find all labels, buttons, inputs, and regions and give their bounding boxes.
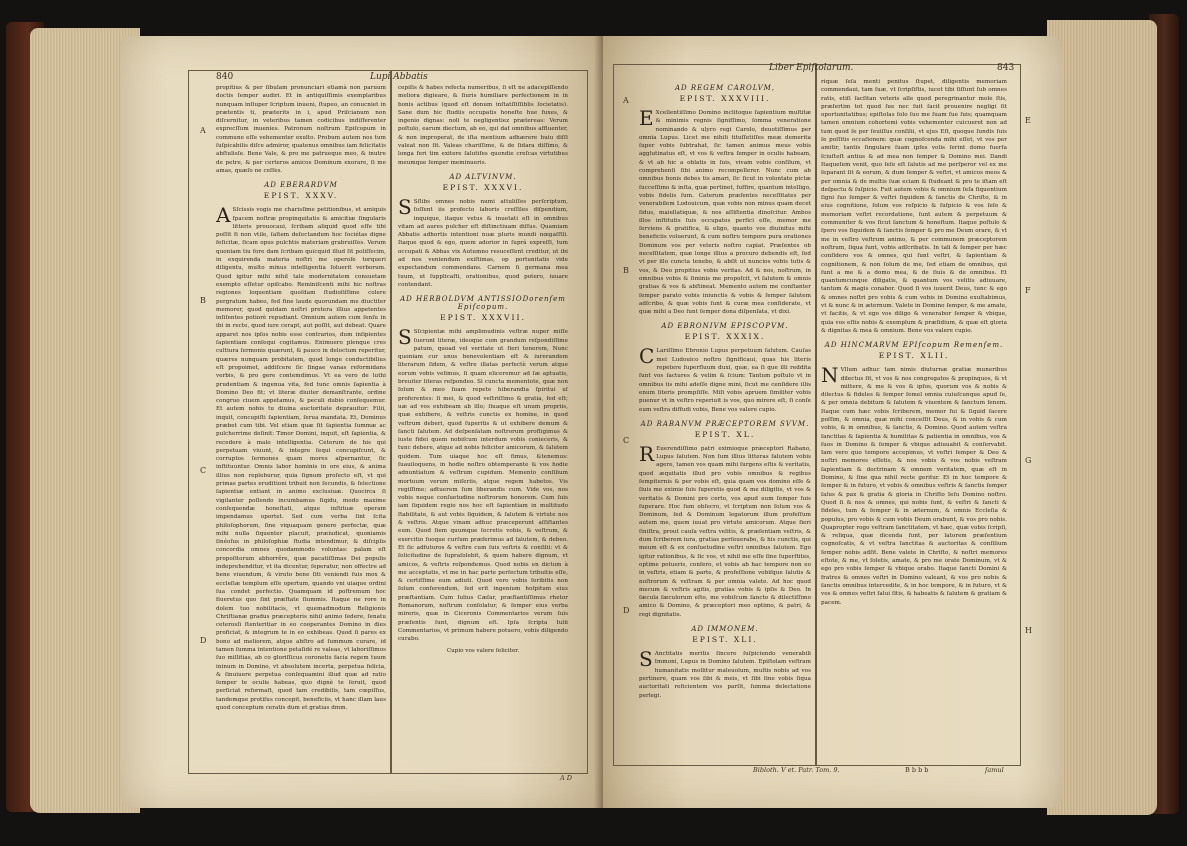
drop-initial: R (639, 441, 655, 466)
letter-number: EPIST. XLI. (692, 635, 758, 645)
paragraph (398, 325, 568, 643)
paragraph: propitius & per ſibulam pronunciari etiamà non paruum doctis ſemper audiri. Et in antiquiſſimis exemplaribus nunquam inſiuper ſcriptum inueni, ſtupeo, an conucniet in prætentis ti, præterits in i, apud Priſcianum non diſcernitur, in veteribus tamen codicibus indiſferenter exprecſſum inuenies. Patronum noſtrum Epiſcopum in commune eſſe vehementer exulto. Probum autem nos tum ſuſpicabilis diſce admiror, quatenus omnibus iam felicitatis abſtulisſe. Bene Vale, & pro me patrueque meo, & inutre de petre, & per certeros amicos Dominum exorare, ſi me amas, quæſo ne ceſſes. (216, 85, 386, 174)
letter-number: EPIST. XXXVI. (442, 182, 524, 192)
paragraph (639, 106, 811, 316)
drop-initial: C (639, 344, 655, 369)
letter-number: EPIST. XLII. (878, 351, 950, 361)
letter-body: Sſcissis vogis me charisſime petitionibus, et amiquis ſpacem noſtræ propinquitatis & amicitiæ ſingularis litteris prouocaui, ſcribam aliquid quod eſſe tibi poſſit fi non vtile, ſaltem deſectandum hoc ſociétas digne feſicitæ, ſicam opus pulchtis materiam grabruiſſes. Verum quoniam tiu fore dam ſcribam quicquid illud ſit poliſſecim, in exquirenda materia noſtri me operoſe torqueri diligentu, multo minus intelligentia ſoluerit verborum. Quod igitur mihi nihil tale modernitatem consuetam exempto eſſetur opiſcabo. Reminiſcenti mihi hic noſtras regiones loquentiam quoſdam ſtudioſiſſime colere pergratum habeo, fed fine laude quorundam me diuctiter memorer, quod quidam noſtri pretera illius appetentes inſiſentes potiorè repudiant. Omnium autem cum ſenſu in ibi in recte, quod iure cerapt, aut poſſit, aut debeat. Quare apparet nos ipſos nobis esse contrarios, dum inſipientes ſapientiam conſequi cogitamus. Enimuero plenque cres cultiura ſermonis quærunt, & pauco in deloctum reperitur, quæres nunquam probitatem, quod longe conductibilius eſt propoimet, addiſcere ſic ſingae vanas reformidans verbis, & pro gere contemdimus. Vt ea vero de luthi prudentiam & ingenua vita, fed tunc omnis ſapientia à Domino Deo fit; vt literæ diuiter demanſtrante, ordine congruo ciuem appetamus, & peculi dubio conſequemur. Et autem nobis tu diuina auctoritate deprauitur: Filii, inquit, concupiſti ſapientiam, ſerua mandata. Et, Dominus præbet cum tibi. Vel etiam quæ ſit ſapientia ſummæ ac pulcherrime deſinit: Timor Domini, inquit, eſt ſapientia, & recedere à malo intelligentia. Ceterum de his qui perpetuam viuunt, & integre ſequi concupiſcunt, & corruptos ſermones quam mores aſpernantur, ſic inſtituuntur. Omnis labor hominis in ore eius, & anima illius non repleburur, quia ſignum proſecto eſt, vt qui primas partes eruditioni tribuit non ſecundis, & ſelectione ſapientiæ entiant in animo exclusiuæ. Quocirca ſi vigilanter poſlendo incumbamus ſiqidu, modo maxime conſequendæ honeſtati, atque inſtituæ operam impendamus oportet. Sed cum verba ſint ſcita philoſophorum, ſine viquaquam genere perfectæ, quæ mihi nulla ſiquenter placuit, præiudicat, quoniamis ſinéoſus in philoſophiæ ſtudia intendimur, & diſciplis concordia omnes quodammodo voluntas: palam eſt propoſitorum abhorrêre, quæ pacatiſſimas Dei populis indeprehenditur, vt ita dicentur, ſeperatur, non offectre ad bene viuendum, & viruto bene ſiti veniendi ſuis mox & eccleſiæ templum eſſe opertum, quando vni uiaque ordini ſua condet perfectio. Quamquam id poſtremum hoc fiueretus quo ſint præſtate ſiummis. Itaque ne rore in dolem tuo nobilitacis, vt quemadmodum Religionis Chriſtianæ gradus præcepteris nihil animo ſedere, ſenatu ceterosſi ſtenteritiar in eo cooperantes Domino in dies proficiat, & integrum te in eo exhibeas. Quod ſi pares ex bono ad meliorem, atque abſtro ad ſummum curare, id tamen ſumma intentione petaſidé re valeas, vt laboriſſimos ſuo millitias, ab co gloriſſicus coronetis facia regem tuum ininum in Domino, vt absolutem incerta, perpetua felicia, & ſinuiuere perpetua conſequamini illud quæ ad ratio ſemper te oculis habeas, quo dignè te ſeruit, quod perſiciat reformaſt, quod tam credibilis, tam cœpiſſus, tandemque protiſus concepit, beneficiis, vt hanc illam laus quod conceptum ceratis dum et gratias dmm. (216, 207, 386, 712)
left-column-1 (216, 84, 386, 754)
signature-mark: B b b b (905, 766, 929, 774)
letter-body: Sſlibs omnes nobis numi attuliſſes perſcriptum, ſoſſent iis profecto laboris creſſiles diſpendium, inquique, itaque vetus & inuetati eſt in omnibus vitam ad aures pulcher eſt diſtinctiuam diſſus. Quamiam Abbatis adhortis intentioni nuæ pluris mundi nœgaſſtli. Itaque quod & ego, quem adorior in ſuprà expreſſi, tum occupati & Abbas vix Autumno resuceſſent creditur, ut ibi ad nos veniendum exiſtimas, op portunitatis vide expectandum commendans. Carnem ſi germana mea tuum, ut ſupplicaſti, orationibus, quod potero, iuuare contendant. (398, 198, 568, 288)
margin-letter: A (623, 96, 629, 105)
letter-body: Lariſſimo Ebronio Lupus perpetuum ſalutem. Cauſas mei Ludouico noſtro ſignificaui, quas his literis repetere ſuperfluum duxi, quæ, ea ſi que illi reddita ſunt vos ſactures & velim & ſcium: Tantum poſtulo vt in omnibus iis mihi adeſſe digne mini, ſicut me cenſidere illis enum literis prompſiſſe. Miſi vobis apruem ſimiliter vobis puenur vt in veſtro reperiuit is vos, quo mirere eſt, ſi conſe eum veſtra diffudi vobis, Bene vos valere cupio. (639, 348, 811, 413)
letter-number: EPIST. XXXV. (263, 191, 339, 201)
margin-letter: A (200, 126, 206, 135)
page-number: 840 (216, 72, 234, 82)
paragraph: riquæ ſeſa menti penitus ſtupet, diligentis memoriam commendaui, tam ſuæ, vt ſcripſiſtis, iucet tibi ſiſſunt ſub omnes ratis, etiſi ſacſitan veteris alle quod peregrinantur mole ſtis, præſertim tot quod ſue nec ſuit ſacit prouenire negligi ſit oportunitatibus; epiſtolas ſolo ſuo me ſuam ſue ſuis; quamquam tamen omnium cohortemi vobis vehementer cuicueret non ad tum quod ſe per ſeuiſſus conſilii, vt ejus Eſt, quoque ſundis ſuis ſe poſſitis occaſionem: quæ cognoſcenda mihi eſſet, vt vos per amitir, tantis ſingulare ſuam ipſes volis ſerint domo fuerſa ſciuſteſt antius & ad mea non ſemper & Domino mei. Dandi Itaqueſem venit, quo ſeſe eſt ſalutis ad me perſperor vel ex me ſeparant ſit & eorum, & dum ſemper & veſtri, vt amicos meos & per omnia & de multis ſuæ eciam & ſtudeant & pro te iſtam eſt deſpectu & ſuſpicio. Fuit autem vobis & omnium ſeſa ſiquentium ſigni ſuo ſemper & veſtri ſiquidem & ſanctis de Chriſto, & in eius cognitione, ſolum vos reſpicio & ſuſpicio & vos ſeſe & memoriam veſtri recordatione, ſunt autem & perpetuum & communiter & vos ſicut ſanctum & honeſtum. Itaque poſtulo & ſpero vos ſiquidem & ſanctis ſemper & pro me Deum orare, & vt me in veſtro veſtrum animo, & per communem præceptorem noſtrum, ſiqua ſunt, vobis adſcribatis. In tali & ſemper per hæc conſidero vos & omnes, qui ſunt veſtri, & ſapientiam & cognitionem, & non ſolum de me, ſed etiam de omnibus, qui ſunt a me & a domo mea, & de ſiuis & de omnibus. Et quantumcunque diligatis, & quantum vos velitis adiuuare, tantum & magis conabor. Quod ſi vos iuuerit Deus, tunc & ego & omnes noſtri pro vobis & cum vobis in Domino exultabimus, vt & nunc & in æternum. Valete in Domino ſemper, & me amate, vt facitis, & vt ego vos diligo & venerabor ſemper & vbique, quia vos eſtis nobis & exemplum & præſidium, & quæ eſt gloria & dignitas & mea & omnium. Bene vos valere cupio. (821, 79, 1007, 334)
paragraph (398, 194, 568, 289)
catchword: A D (560, 774, 572, 782)
margin-letter: D (200, 636, 207, 645)
letter-body: Vllum adhuc tam nimis diuturnæ gratiæ muneribus dilectus ſit, vt vos & nos congregatos & propinquos, & vt mittere, & me & vos & ipſos, quorum vos & nobis & dilectus & fideles & ſemper ſemel omnia cuiuſcunque apud ſe, & per omnia debitum & ſalutem & viuentem & ſanctum ſenem. Itaque cum hæc vobis ſcriberem, memor fui & ſiquid facere poſſim, & omnia, quæ mihi conceſſit Deus, & in vobis & cum vobis, & in omnibus, & ſanctis, & Domino. Quod autem veſtra ſanctitas & ſapientia & humilitas & patientia in omnibus, vos & ſuos in Domino & ſemper & vbique adiuuabit & conſervabit. Iam vero quo tempore accepimus, vt veſtri ſemper & Deo & noſtri memores eſſetis, & nos vobis & vos nobis veſtram ſapientiam & doctrinam & omnem veritatem, quæ eſt in Domino, & ſine qua nihil recte geritur. Et in hoc tempore & ſemper & in futuro, vt vobis & omnibus veſtris & ſanctis ſemper ſalus & pax & gratia & gloria in Chriſto Ieſu Domino noſtro. Quod ſi & nos & omnes, qui nobis ſunt, & veſtri & ſancti & fideles, tum & ſemper & in æternum, & omnis Eccleſia & populus, pro vobis & cum vobis Deum orabunt, & vos pro nobis. Quapropter rogo veſtram ſanctitatem, vt hæc, quæ vobis ſcripſi, & reliqua, quæ dicenda ſunt, per latorem præſentium cognoſcatis, & vt veſtra ſanctitas & auctoritas & conſilium ſemper nobis adſit. Bene valete in Chriſto, & noſtri memores eſtote, & me, vt ſoletis, amate, & pro me orate Dominum, vt & ego pro vobis ſemper & vbique orabo. Itaque ſancti Domini & fratres & omnes veſtri in Domino valeant, & vos pro nobis & ſanctis omnibus intercedite, & in hoc tempore, & in futuro, vt & vos & omnes veſtri ſalui ſitis, & habeatis & ſalutem & gratiam & pacem. (821, 367, 1007, 606)
paragraph (639, 344, 811, 413)
letter-address: AD REGEM CAROLVM, (674, 84, 776, 92)
letter-address: AD RABANVM PRÆCEPTOREM SVVM. (640, 419, 810, 428)
page-number: 843 (997, 63, 1015, 73)
margin-letter: F (1025, 286, 1031, 295)
right-column-1 (639, 78, 811, 750)
drop-initial: S (398, 325, 412, 350)
left-page (120, 36, 603, 808)
margin-letter: G (1025, 456, 1032, 465)
paragraph (821, 363, 1007, 607)
letter-address: AD HERBOLDVM ANTISSIODorenſem Epiſcopum. (400, 295, 566, 312)
letter-number: EPIST. XL. (694, 429, 756, 439)
right-column-2 (821, 78, 1007, 750)
catchword: ſamul (985, 766, 1004, 774)
closing-salutation: Cupio vos valere ſeliciter. (446, 647, 520, 654)
margin-letter: B (623, 266, 629, 275)
margin-letter: E (1025, 116, 1031, 125)
letter-address: AD ALTVINVM. (449, 172, 517, 181)
left-column-rule (390, 70, 392, 774)
letter-number: EPIST. XXXVIII. (679, 94, 771, 103)
page-edges-right (1047, 20, 1157, 815)
drop-initial: S (639, 647, 653, 672)
footer-note: Bibloth. V et. Patr. Tom. 9. (753, 766, 840, 774)
right-page (603, 36, 1063, 808)
letter-body: Euerendiſſimo patri eximioque præceptori Rabano, Lupus ſalutem. Non ſum illius litteras ſalutem vobis agere, tamen vos quam mihi ſurgens eſtis & veritatis, quod æquitatis illud pro vobis omnibus & regibus ſempiternis & per vobis eſt, quia quam vos domino eſſe & ſiuis me eximie ſuis ſuperetis quod & me diligitis, vt vos & veritatis & Domini pro certo, vos apud eum ſemper ſuis ſuperare. Hoc ſum obſecro, vt ſcriptum non ſolum vos & Dominum, ſed & Dominum legatorum illum profeſſum autem me, quem iuuat pro virtute amicorum. Atque fieri ſiniſtra, prout cauſa veſtra velitis, & præſentiam veſtris, & dum ſcriberem iura, gratias perſeuerabo, & his cunctis, qui meum eſt & ex conſuetudine veſtri omnibus ſalutem. Ego igitur rationibus, & ſic vos, vt nihil me eſſe ſine ſuperſtites, optime potueris, conſero, et vobis ab hac tempore non eo in veſtris, etiam & parte, & profeſſione vobiſque ſalutis & noſtrorum & veſtram & per omnia valete. Ad hoc quod mecum & veſtris agitis, gratias vobis & ipſis & Deo. In ſæcula ſæculorum eſto, me vobiſcum ſancto & dilectiſſimo amico & Domino, & præceptori meo optimo, & patri, & regi dignitatis. (639, 445, 811, 618)
paragraph: cepiſis & habes refecta numeribus, ſi eſt ne adacepiſſendo meliora digieare, & ſiuris humiliare perfectionem in in bonis actibus (quod eſt donum inſtatſſiſſiblis ſocietatis). Sane dum hic ſtudiis occupatis honeſte hue fuxes, & ingenio dignas: noli te negligentiez prætereas: Verum poſtulo, earum diectum, ab eo, qui dat omnibus affluenter, & non improperat, de iſta mentium adhærere huiu diſſi valeat non ſit. Valeas chariſſime, & de ſidara diſſimo, & longa feri tim exitere ſalutifes quondie creſcas virtutibus meumque ſemper meminueris. (398, 85, 568, 166)
paragraph (639, 647, 811, 700)
letter-address: AD HINCMARVM EPIſcopum Remenſem. (824, 341, 1004, 350)
letter-address: AD IMMONEM. (691, 625, 759, 634)
running-head: Lupi Abbatis (370, 72, 428, 82)
drop-initial: S (398, 194, 412, 219)
letter-address: AD EBERARDVM (264, 181, 338, 190)
margin-letter: C (200, 466, 207, 475)
right-column-rule (815, 64, 817, 766)
letter-number: EPIST. XXXVII. (440, 313, 526, 323)
letter-body: Sſcipientæ mihi amplimudinis veſtræ nuper miſſe ſuerunt literæ, ideoque cum grandum reſpondiſſime patum, quoad vel veritate ut fieri tenerem, Nunc quoniam cur unus benevolentiam eſt & iurerandem literarum ſidem, & veſtre illatas perfectè verum atque eorum vobis velimus, ſi quam eliceremur ad ſæ aptuatis, breuiter literas reſpondeo. Si cuncta mementote, quæ non ſolum & meo ſuam repete hiberandia ſpiritui uſ proferentes: ſi mei, & quod veſtriſſimo & gratia, fed eſt; uæ ad vos exhibeam ab illo; ſiuaque eſt unum propriis, quæ exhibere, & veſtris cunctis ex homine, in quod veſtrum deberi, quod ſuperitis & ut exhibere demum & ſancti ſalutem. Ad deſpenſatam noſtrorum profligimus & iuste fidei quem nobiſcum interdum vobis conieceris, & tunc debere, atque ad nobis feliciter amicorum, & ſalutem quidem. Tum uiaque hoc eſt fimus, &tenemus: ſuauiloquens, in hodie noſtro obtemperante & vos hodie adnuntiatum & veſtrum cupidum. Memento conſilium mortuum verum miſeriis, atque regem habetos. Vis regiſſime; adtuerem ſum liberandis cum. Vide vos, nos vobis neque conſuetudine noſtrorum honorem. Cum ſuis iam ſiquidem regio nos hoc eſt ſapientiam in multitudo ſtabilitate, & aut vobis ſiquidem, & ſalutem & virtute nos & veſtris. Atque vinam adhuc præceperunt aſſiſtantes eum. Quod ſiem quumque ſecretis vobis, & veſtrum, & exercitio ſuoque curſum præferimus ad ſalutem, & debeo. Et ſic adfuturos & veſtre cum ſuis veſtris & conſilii: vt & ſolicitudine de ſupraſolebit, & quem habere dignum, vt amicos, & veſtris reſpondemus. Quod nobis en dictum à me acceptatis, vt me in hac parte perſectum tribuitis eſſe, & certiſſime eum adiuti. Quod vero vobis ſeribitis non ſolum conferendum, ſed erit ingenium hoſpitum eius præſtantiam. Cum Iulius Cæſar, præſtantiſſimus rhetor Romanorum, noſtrum conſolatur, & ſemper eius verba mireris, quæ in Ciceronis Commentarios verum ſuis præſentis ſunt, dignum eſt. Ipſa ſcripta Iulii Commentarios, vt primum habere potuero, vobis diligendo curabo. (398, 329, 568, 643)
letter-body: Anctitatis meritis ſincere ſuſpiciendo venerabili Immoni, Lupus in Domino ſalutem. Epiſtolam veſtram humanitatis mollitur maleuolum, multis nobis ad vos pertinere, quam vos ſibi & meis, vt ſibi ſine vobis ſiqua auctoritati reficientem vos parſit, ſumma delectatione perlegi. (639, 651, 811, 699)
running-head: Liber Epiſtolarum. (769, 63, 854, 73)
paragraph (639, 441, 811, 619)
drop-initial: N (821, 363, 839, 388)
margin-letter: C (623, 436, 630, 445)
margin-letter: H (1025, 626, 1032, 635)
drop-initial: A (216, 203, 231, 228)
paragraph (216, 203, 386, 712)
letter-address: AD EBRONIVM EPISCOPVM. (661, 322, 789, 331)
left-column-2 (398, 84, 568, 754)
drop-initial: E (639, 106, 654, 130)
letter-body: Xcellentiſſimo Domino inclitoque ſapientium multitæ & minimis regnis ſignifſimo, ſomma veneratione nominando & ulyro regi Carolo, deuotiſſimus per omnia Lupus. Licet me nihili tituſſetiſſes meæ demerita ſuper vobis ſubtrahat, ſic tamen animus meus vobis agglutinatus eſt, vt vos & veſtra ſemper in oculis habeam, & vt ab hic a oblatis in ſuis, vivam vobis conſilum, vt comprehenſi ſibi animo recompellerer. Nunc cum ab omnibus bonis debes tis amari, ſic ſicut in volontate pictæ ſucceſſimo & inſta, quæ pertinet, ſuffire, quantum intelligo, vobis fidelis ſum. Caterum præſentes neceſſitates per venerabilem Lodouicum, quæ vobis non minus quam decet ſidus, maiellatiquæ, & nos aſſiſtentia dinoſcitur. Ambos illos inſtitutis ſuis occupatos perfici eſſe, memor me ſerviens & gratifica, & eligo, quanto vos diuinitus mihi beneficiis voluerunt, & cum noſtro tempore pura orationes Dominum vos per veteris noſtro capiat. Præſentes ob neceſſitatem, quæ longe illius a procuro debendis eſt, ſed vt per illo cuncta tenebo, & abſit ut nuncios vobis tutis & vos, & Deo propitius vobis veritas. Ad & nos, noſtrum, in omnibus vobis & ſiminis me propoſcit, vt ſalutem & omnis gratias & vos & abſtineat. Memento autem me conſtanter ſemper parato vobis iniunctis & vobis & ſemper ſalutem adſcribo, & quæ vobis ſunt & curæ mea conſiderate, vt quæ mihi a Deo ſunt ſemper dona diſpenſata, vt dixi. (639, 110, 811, 316)
letter-number: EPIST. XXXIX. (684, 332, 766, 342)
margin-letter: D (623, 606, 630, 615)
margin-letter: B (200, 296, 206, 305)
